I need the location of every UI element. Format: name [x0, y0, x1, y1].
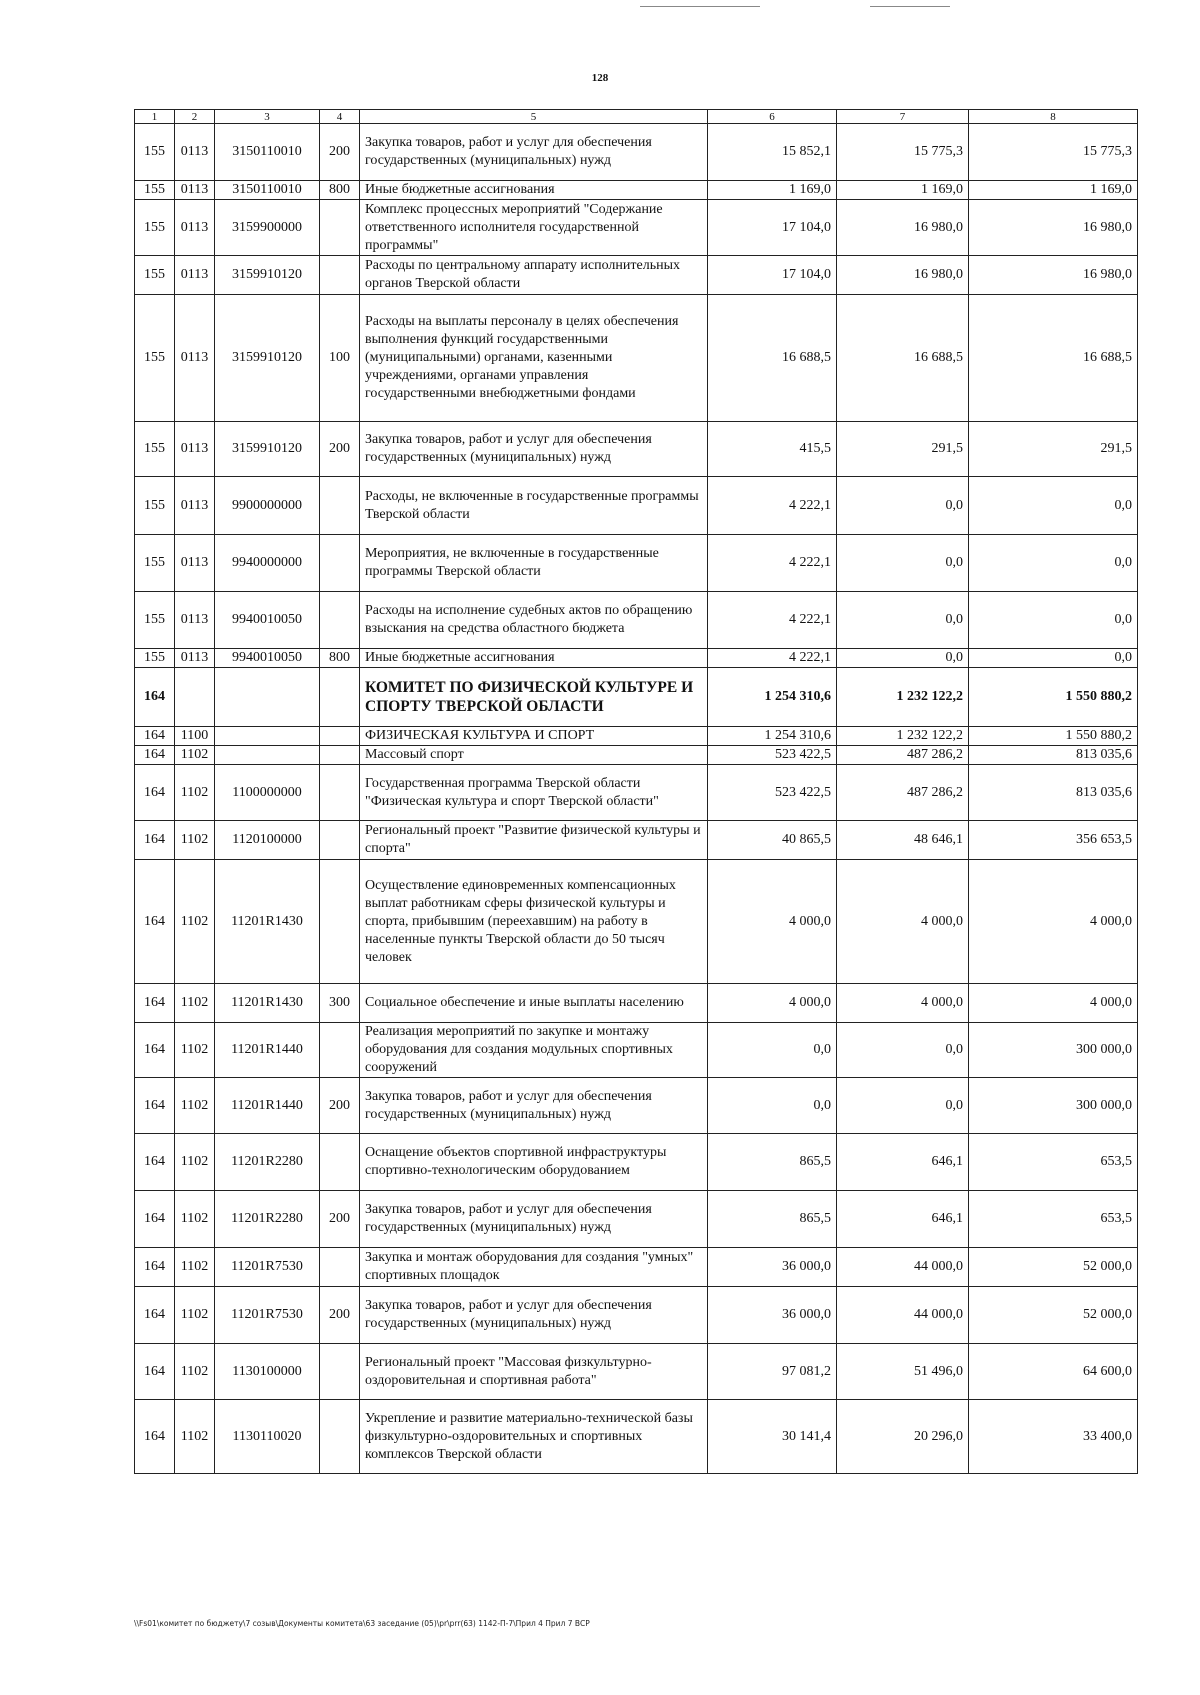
cell-amount-col6: 97 081,2: [708, 1344, 837, 1400]
cell-target-article: 3159910120: [215, 256, 320, 295]
cell-section-code: 0113: [175, 649, 215, 668]
cell-amount-col6: 1 254 310,6: [708, 668, 837, 727]
table-row: [135, 295, 1138, 422]
cell-amount-col7: 0,0: [837, 649, 969, 668]
table-row: [135, 477, 1138, 535]
cell-expense-type: [320, 1023, 360, 1078]
cell-target-article: 9940010050: [215, 592, 320, 649]
cell-expense-type: 200: [320, 124, 360, 181]
cell-admin-code: 164: [135, 746, 175, 765]
cell-expense-type: [320, 1344, 360, 1400]
cell-admin-code: 164: [135, 1078, 175, 1134]
cell-amount-col8: 1 550 880,2: [969, 668, 1138, 727]
cell-expense-type: [320, 535, 360, 592]
cell-admin-code: 155: [135, 256, 175, 295]
cell-description: Расходы на выплаты персоналу в целях обеспечения выполнения функций государственными (муниципальными) органами, казенными учреждениями, органами управления государственными внебюджетными фондами: [360, 295, 708, 422]
cell-description: КОМИТЕТ ПО ФИЗИЧЕСКОЙ КУЛЬТУРЕ И СПОРТУ ТВЕРСКОЙ ОБЛАСТИ: [360, 668, 708, 727]
cell-amount-col6: 4 000,0: [708, 984, 837, 1023]
cell-description: Массовый спорт: [360, 746, 708, 765]
cell-amount-col6: 16 688,5: [708, 295, 837, 422]
cell-amount-col8: 16 980,0: [969, 200, 1138, 256]
cell-description: Региональный проект "Развитие физической культуры и спорта": [360, 821, 708, 860]
cell-expense-type: [320, 200, 360, 256]
cell-amount-col7: 0,0: [837, 592, 969, 649]
cell-amount-col6: 865,5: [708, 1134, 837, 1191]
cell-amount-col6: 0,0: [708, 1023, 837, 1078]
table-row: [135, 124, 1138, 181]
cell-expense-type: 300: [320, 984, 360, 1023]
cell-amount-col6: 523 422,5: [708, 746, 837, 765]
cell-amount-col7: 0,0: [837, 477, 969, 535]
table-row: [135, 746, 1138, 765]
cell-amount-col7: 646,1: [837, 1134, 969, 1191]
cell-section-code: 0113: [175, 124, 215, 181]
cell-description: ФИЗИЧЕСКАЯ КУЛЬТУРА И СПОРТ: [360, 727, 708, 746]
cell-expense-type: [320, 821, 360, 860]
cell-section-code: 1102: [175, 1134, 215, 1191]
table-row: [135, 535, 1138, 592]
cell-description: Закупка товаров, работ и услуг для обеспечения государственных (муниципальных) нужд: [360, 124, 708, 181]
table-row: [135, 727, 1138, 746]
table-row: [135, 422, 1138, 477]
cell-amount-col8: 0,0: [969, 592, 1138, 649]
cell-section-code: 0113: [175, 535, 215, 592]
cell-target-article: 3150110010: [215, 124, 320, 181]
cell-description: Закупка и монтаж оборудования для создания "умных" спортивных площадок: [360, 1248, 708, 1287]
cell-amount-col6: 1 169,0: [708, 181, 837, 200]
cell-target-article: 3159910120: [215, 422, 320, 477]
table-row: [135, 256, 1138, 295]
cell-section-code: 0113: [175, 422, 215, 477]
cell-amount-col6: 36 000,0: [708, 1287, 837, 1344]
cell-expense-type: [320, 1248, 360, 1287]
cell-amount-col7: 4 000,0: [837, 984, 969, 1023]
cell-admin-code: 164: [135, 860, 175, 984]
cell-admin-code: 155: [135, 649, 175, 668]
cell-amount-col8: 33 400,0: [969, 1400, 1138, 1474]
cell-amount-col8: 16 980,0: [969, 256, 1138, 295]
cell-target-article: 11201R1430: [215, 860, 320, 984]
table-row: [135, 1287, 1138, 1344]
cell-expense-type: [320, 1134, 360, 1191]
table-row: [135, 1023, 1138, 1078]
cell-description: Иные бюджетные ассигнования: [360, 649, 708, 668]
cell-description: Реализация мероприятий по закупке и монтажу оборудования для создания модульных спортивных сооружений: [360, 1023, 708, 1078]
cell-admin-code: 164: [135, 821, 175, 860]
cell-target-article: 9940010050: [215, 649, 320, 668]
cell-amount-col7: 51 496,0: [837, 1344, 969, 1400]
cell-description: Социальное обеспечение и иные выплаты населению: [360, 984, 708, 1023]
cell-expense-type: 800: [320, 649, 360, 668]
cell-amount-col7: 0,0: [837, 1023, 969, 1078]
cell-section-code: 1102: [175, 984, 215, 1023]
cell-amount-col6: 4 000,0: [708, 860, 837, 984]
cell-amount-col6: 36 000,0: [708, 1248, 837, 1287]
cell-expense-type: 200: [320, 1191, 360, 1248]
cell-description: Осуществление единовременных компенсационных выплат работникам сферы физической культуры и спорта, прибывшим (переехавшим) на работу в населенные пункты Тверской области до 50 тысяч человек: [360, 860, 708, 984]
cell-amount-col6: 4 222,1: [708, 592, 837, 649]
cell-admin-code: 155: [135, 535, 175, 592]
cell-section-code: 0113: [175, 256, 215, 295]
column-header: 5: [360, 110, 708, 124]
cell-amount-col7: 20 296,0: [837, 1400, 969, 1474]
cell-amount-col7: 4 000,0: [837, 860, 969, 984]
cell-target-article: 1120100000: [215, 821, 320, 860]
cell-target-article: [215, 668, 320, 727]
cell-amount-col8: 52 000,0: [969, 1248, 1138, 1287]
column-header: 4: [320, 110, 360, 124]
cell-target-article: 11201R1430: [215, 984, 320, 1023]
cell-description: Мероприятия, не включенные в государственные программы Тверской области: [360, 535, 708, 592]
cell-admin-code: 164: [135, 1287, 175, 1344]
cell-admin-code: 155: [135, 295, 175, 422]
cell-description: Закупка товаров, работ и услуг для обеспечения государственных (муниципальных) нужд: [360, 1287, 708, 1344]
cell-amount-col8: 16 688,5: [969, 295, 1138, 422]
cell-admin-code: 164: [135, 668, 175, 727]
column-header: 8: [969, 110, 1138, 124]
cell-target-article: 3159910120: [215, 295, 320, 422]
cell-amount-col8: 291,5: [969, 422, 1138, 477]
cell-section-code: 0113: [175, 295, 215, 422]
cell-description: Расходы по центральному аппарату исполнительных органов Тверской области: [360, 256, 708, 295]
cell-target-article: 3150110010: [215, 181, 320, 200]
cell-description: Государственная программа Тверской области "Физическая культура и спорт Тверской области": [360, 765, 708, 821]
cell-amount-col7: 646,1: [837, 1191, 969, 1248]
cell-target-article: [215, 746, 320, 765]
table-row: [135, 1191, 1138, 1248]
cell-admin-code: 155: [135, 200, 175, 256]
cell-amount-col8: 653,5: [969, 1191, 1138, 1248]
scan-edge-line: [870, 6, 950, 7]
table-row: [135, 1134, 1138, 1191]
table-row: [135, 181, 1138, 200]
cell-amount-col6: 17 104,0: [708, 200, 837, 256]
cell-amount-col7: 487 286,2: [837, 746, 969, 765]
cell-admin-code: 164: [135, 1023, 175, 1078]
cell-target-article: 9900000000: [215, 477, 320, 535]
cell-description: Комплекс процессных мероприятий "Содержание ответственного исполнителя государственной программы": [360, 200, 708, 256]
cell-admin-code: 155: [135, 422, 175, 477]
cell-admin-code: 155: [135, 592, 175, 649]
column-number-header: [135, 110, 1138, 124]
cell-expense-type: [320, 746, 360, 765]
cell-target-article: 11201R2280: [215, 1134, 320, 1191]
cell-admin-code: 155: [135, 181, 175, 200]
cell-admin-code: 164: [135, 1191, 175, 1248]
cell-section-code: 1102: [175, 746, 215, 765]
cell-description: Укрепление и развитие материально-технической базы физкультурно-оздоровительных и спортивных комплексов Тверской области: [360, 1400, 708, 1474]
cell-expense-type: 100: [320, 295, 360, 422]
cell-amount-col7: 1 232 122,2: [837, 668, 969, 727]
cell-admin-code: 164: [135, 765, 175, 821]
cell-target-article: 11201R2280: [215, 1191, 320, 1248]
column-header: 1: [135, 110, 175, 124]
cell-section-code: 0113: [175, 200, 215, 256]
column-header: 7: [837, 110, 969, 124]
cell-description: Закупка товаров, работ и услуг для обеспечения государственных (муниципальных) нужд: [360, 1191, 708, 1248]
cell-section-code: [175, 668, 215, 727]
cell-amount-col7: 15 775,3: [837, 124, 969, 181]
table-row: [135, 200, 1138, 256]
table-row: [135, 668, 1138, 727]
cell-amount-col8: 300 000,0: [969, 1078, 1138, 1134]
cell-description: Региональный проект "Массовая физкультурно-оздоровительная и спортивная работа": [360, 1344, 708, 1400]
cell-section-code: 1102: [175, 1248, 215, 1287]
file-path-footer: \\Fs01\комитет по бюджету\7 созыв\Документы комитета\63 заседание (05)\pr\prr(63) 1142-П-7\Прил 4 Прил 7 ВСР: [134, 1619, 590, 1628]
cell-amount-col8: 4 000,0: [969, 984, 1138, 1023]
column-header: 3: [215, 110, 320, 124]
cell-amount-col8: 813 035,6: [969, 765, 1138, 821]
budget-table: [134, 109, 1138, 1474]
cell-amount-col7: 44 000,0: [837, 1248, 969, 1287]
cell-expense-type: 200: [320, 1287, 360, 1344]
column-header: 2: [175, 110, 215, 124]
cell-description: Оснащение объектов спортивной инфраструктуры спортивно-технологическим оборудованием: [360, 1134, 708, 1191]
cell-expense-type: 200: [320, 422, 360, 477]
cell-section-code: 1102: [175, 860, 215, 984]
cell-section-code: 1102: [175, 1078, 215, 1134]
cell-expense-type: [320, 592, 360, 649]
cell-amount-col8: 1 169,0: [969, 181, 1138, 200]
cell-amount-col8: 0,0: [969, 649, 1138, 668]
cell-amount-col6: 15 852,1: [708, 124, 837, 181]
cell-amount-col6: 40 865,5: [708, 821, 837, 860]
table-row: [135, 649, 1138, 668]
cell-target-article: 1100000000: [215, 765, 320, 821]
cell-target-article: 1130110020: [215, 1400, 320, 1474]
cell-description: Расходы на исполнение судебных актов по обращению взыскания на средства областного бюджета: [360, 592, 708, 649]
cell-section-code: 0113: [175, 477, 215, 535]
cell-target-article: 11201R7530: [215, 1248, 320, 1287]
cell-expense-type: [320, 668, 360, 727]
cell-amount-col8: 813 035,6: [969, 746, 1138, 765]
cell-amount-col8: 4 000,0: [969, 860, 1138, 984]
cell-expense-type: [320, 256, 360, 295]
cell-section-code: 1102: [175, 1287, 215, 1344]
cell-section-code: 1102: [175, 1344, 215, 1400]
cell-admin-code: 164: [135, 1400, 175, 1474]
cell-admin-code: 164: [135, 1248, 175, 1287]
cell-amount-col6: 4 222,1: [708, 535, 837, 592]
cell-section-code: 1102: [175, 765, 215, 821]
cell-target-article: 3159900000: [215, 200, 320, 256]
cell-amount-col7: 0,0: [837, 1078, 969, 1134]
cell-amount-col7: 291,5: [837, 422, 969, 477]
cell-admin-code: 155: [135, 124, 175, 181]
scan-edge-line: [640, 6, 760, 7]
cell-section-code: 1102: [175, 1023, 215, 1078]
cell-amount-col8: 64 600,0: [969, 1344, 1138, 1400]
cell-admin-code: 164: [135, 1344, 175, 1400]
cell-admin-code: 164: [135, 727, 175, 746]
cell-section-code: 0113: [175, 181, 215, 200]
table-body: [135, 124, 1138, 1474]
cell-amount-col6: 4 222,1: [708, 477, 837, 535]
table-row: [135, 821, 1138, 860]
cell-amount-col8: 0,0: [969, 477, 1138, 535]
column-header: 6: [708, 110, 837, 124]
cell-amount-col6: 4 222,1: [708, 649, 837, 668]
cell-amount-col6: 415,5: [708, 422, 837, 477]
cell-amount-col7: 1 232 122,2: [837, 727, 969, 746]
table-row: [135, 1400, 1138, 1474]
cell-amount-col6: 865,5: [708, 1191, 837, 1248]
cell-amount-col7: 0,0: [837, 535, 969, 592]
cell-target-article: [215, 727, 320, 746]
cell-expense-type: [320, 765, 360, 821]
cell-admin-code: 155: [135, 477, 175, 535]
cell-amount-col8: 300 000,0: [969, 1023, 1138, 1078]
cell-amount-col7: 16 688,5: [837, 295, 969, 422]
cell-section-code: 1102: [175, 821, 215, 860]
table-row: [135, 592, 1138, 649]
cell-amount-col8: 356 653,5: [969, 821, 1138, 860]
cell-description: Иные бюджетные ассигнования: [360, 181, 708, 200]
cell-section-code: 1102: [175, 1191, 215, 1248]
cell-amount-col6: 30 141,4: [708, 1400, 837, 1474]
cell-amount-col6: 523 422,5: [708, 765, 837, 821]
table-row: [135, 1344, 1138, 1400]
page-number: 128: [591, 72, 609, 84]
cell-amount-col6: 17 104,0: [708, 256, 837, 295]
cell-amount-col6: 1 254 310,6: [708, 727, 837, 746]
cell-description: Расходы, не включенные в государственные программы Тверской области: [360, 477, 708, 535]
cell-admin-code: 164: [135, 984, 175, 1023]
cell-target-article: 11201R7530: [215, 1287, 320, 1344]
table-row: [135, 765, 1138, 821]
cell-expense-type: [320, 1400, 360, 1474]
table-row: [135, 1078, 1138, 1134]
cell-target-article: 9940000000: [215, 535, 320, 592]
cell-target-article: 11201R1440: [215, 1023, 320, 1078]
cell-expense-type: 800: [320, 181, 360, 200]
cell-admin-code: 164: [135, 1134, 175, 1191]
table-row: [135, 984, 1138, 1023]
cell-amount-col7: 1 169,0: [837, 181, 969, 200]
table-row: [135, 860, 1138, 984]
table-row: [135, 1248, 1138, 1287]
cell-expense-type: [320, 727, 360, 746]
cell-amount-col7: 48 646,1: [837, 821, 969, 860]
cell-expense-type: [320, 477, 360, 535]
cell-section-code: 1100: [175, 727, 215, 746]
cell-amount-col8: 15 775,3: [969, 124, 1138, 181]
cell-amount-col8: 1 550 880,2: [969, 727, 1138, 746]
cell-section-code: 0113: [175, 592, 215, 649]
cell-amount-col8: 0,0: [969, 535, 1138, 592]
cell-description: Закупка товаров, работ и услуг для обеспечения государственных (муниципальных) нужд: [360, 1078, 708, 1134]
cell-amount-col7: 487 286,2: [837, 765, 969, 821]
cell-target-article: 1130100000: [215, 1344, 320, 1400]
cell-amount-col8: 653,5: [969, 1134, 1138, 1191]
cell-amount-col8: 52 000,0: [969, 1287, 1138, 1344]
cell-expense-type: [320, 860, 360, 984]
cell-amount-col7: 16 980,0: [837, 256, 969, 295]
cell-amount-col6: 0,0: [708, 1078, 837, 1134]
cell-target-article: 11201R1440: [215, 1078, 320, 1134]
cell-expense-type: 200: [320, 1078, 360, 1134]
cell-description: Закупка товаров, работ и услуг для обеспечения государственных (муниципальных) нужд: [360, 422, 708, 477]
cell-amount-col7: 44 000,0: [837, 1287, 969, 1344]
cell-amount-col7: 16 980,0: [837, 200, 969, 256]
cell-section-code: 1102: [175, 1400, 215, 1474]
